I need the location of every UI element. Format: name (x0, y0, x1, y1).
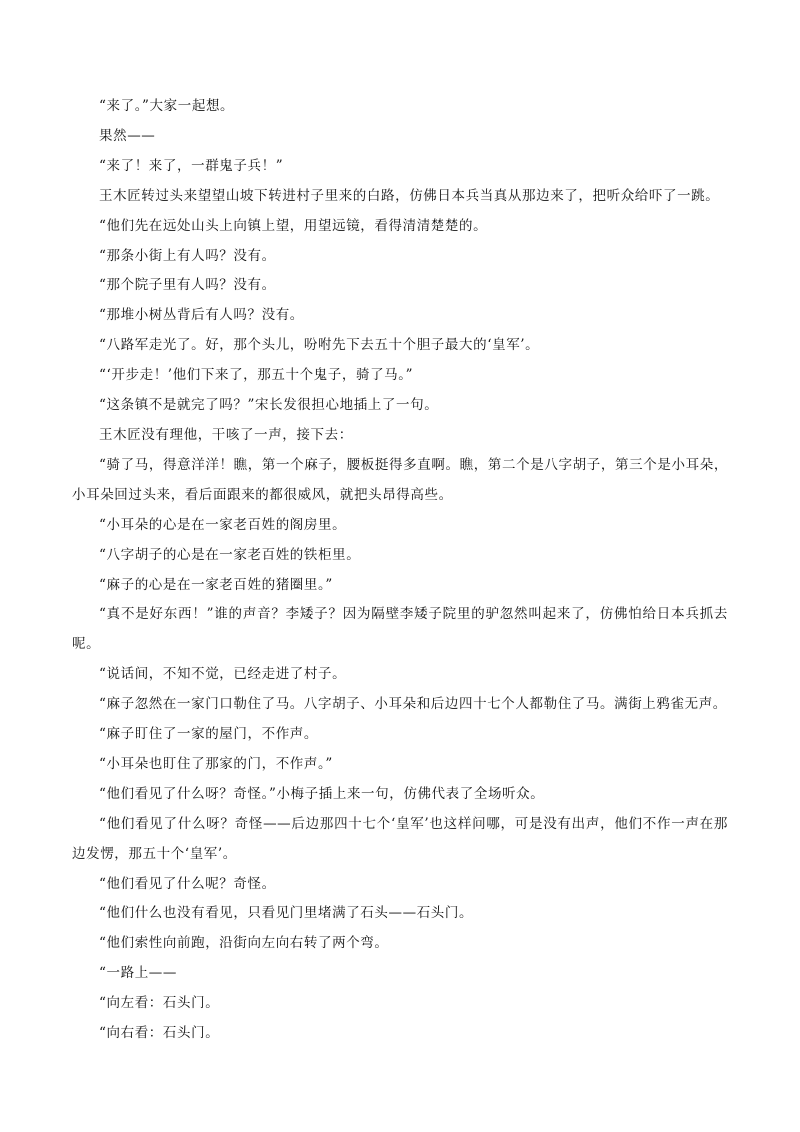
paragraph: “来了！来了，一群鬼子兵！” (99, 157, 284, 174)
text-body (72, 92, 728, 1049)
paragraph: “向右看：石头门。 (99, 1025, 220, 1042)
paragraph: “一路上—— (99, 965, 178, 982)
paragraph: “麻子忽然在一家门口勒住了马。八字胡子、小耳朵和后边四十七个人都勒住了马。满街上鸦雀无声。 (99, 696, 727, 713)
paragraph: “骑了马，得意洋洋！瞧，第一个麻子，腰板挺得多直啊。瞧，第二个是八字胡子，第三个是小耳朵，小耳朵回过头来，看后面跟来的都很威风，就把头昂得高些。 (72, 456, 728, 503)
paragraph: “这条镇不是就完了吗？”宋长发很担心地插上了一句。 (99, 397, 439, 414)
paragraph: “他们看见了什么呀？奇怪——后边那四十七个‘皇军’也这样问哪，可是没有出声，他们不作一声在那边发愣，那五十个‘皇军’。 (72, 815, 728, 862)
paragraph: 王木匠转过头来望望山坡下转进村子里来的白路，仿佛日本兵当真从那边来了，把听众给吓了一跳。 (99, 187, 720, 204)
paragraph: “他们看见了什么呀？奇怪。”小梅子插上来一句，仿佛代表了全场听众。 (99, 785, 545, 802)
paragraph: “那条小街上有人吗？没有。 (99, 247, 276, 264)
paragraph: “八路军走光了。好，那个头儿，吩咐先下去五十个胆子最大的‘皇军’。 (99, 337, 540, 354)
paragraph: 王木匠没有理他，干咳了一声，接下去： (99, 426, 353, 443)
paragraph: “小耳朵的心是在一家老百姓的阁房里。 (99, 516, 347, 533)
paragraph: 果然—— (99, 127, 156, 144)
paragraph: “‘开步走！’他们下来了，那五十个鬼子，骑了马。” (99, 367, 414, 384)
paragraph: “他们什么也没有看见，只看见门里堵满了石头——石头门。 (99, 905, 474, 922)
paragraph: “八字胡子的心是在一家老百姓的铁柜里。 (99, 546, 361, 563)
paragraph: “他们先在远处山头上向镇上望，用望远镜，看得清清楚楚的。 (99, 217, 488, 234)
paragraph: “那个院子里有人吗？没有。 (99, 277, 276, 294)
paragraph: “向左看：石头门。 (99, 995, 220, 1012)
paragraph: “来了。”大家一起想。 (99, 98, 235, 114)
paragraph: “说话间，不知不觉，已经走进了村子。 (99, 666, 347, 683)
paragraph: “真不是好东西！”谁的声音？李矮子？因为隔壁李矮子院里的驴忽然叫起来了，仿佛怕给日本兵抓去呢。 (72, 606, 728, 653)
paragraph: “他们索性向前跑，沿街向左向右转了两个弯。 (99, 935, 389, 952)
paragraph: “麻子盯住了一家的屋门，不作声。 (99, 726, 319, 743)
paragraph: “他们看见了什么呢？奇怪。 (99, 875, 276, 892)
paragraph: “小耳朵也盯住了那家的门，不作声。” (99, 755, 333, 772)
paragraph: “麻子的心是在一家老百姓的猪圈里。” (99, 576, 333, 593)
paragraph: “那堆小树丛背后有人吗？没有。 (99, 307, 304, 324)
